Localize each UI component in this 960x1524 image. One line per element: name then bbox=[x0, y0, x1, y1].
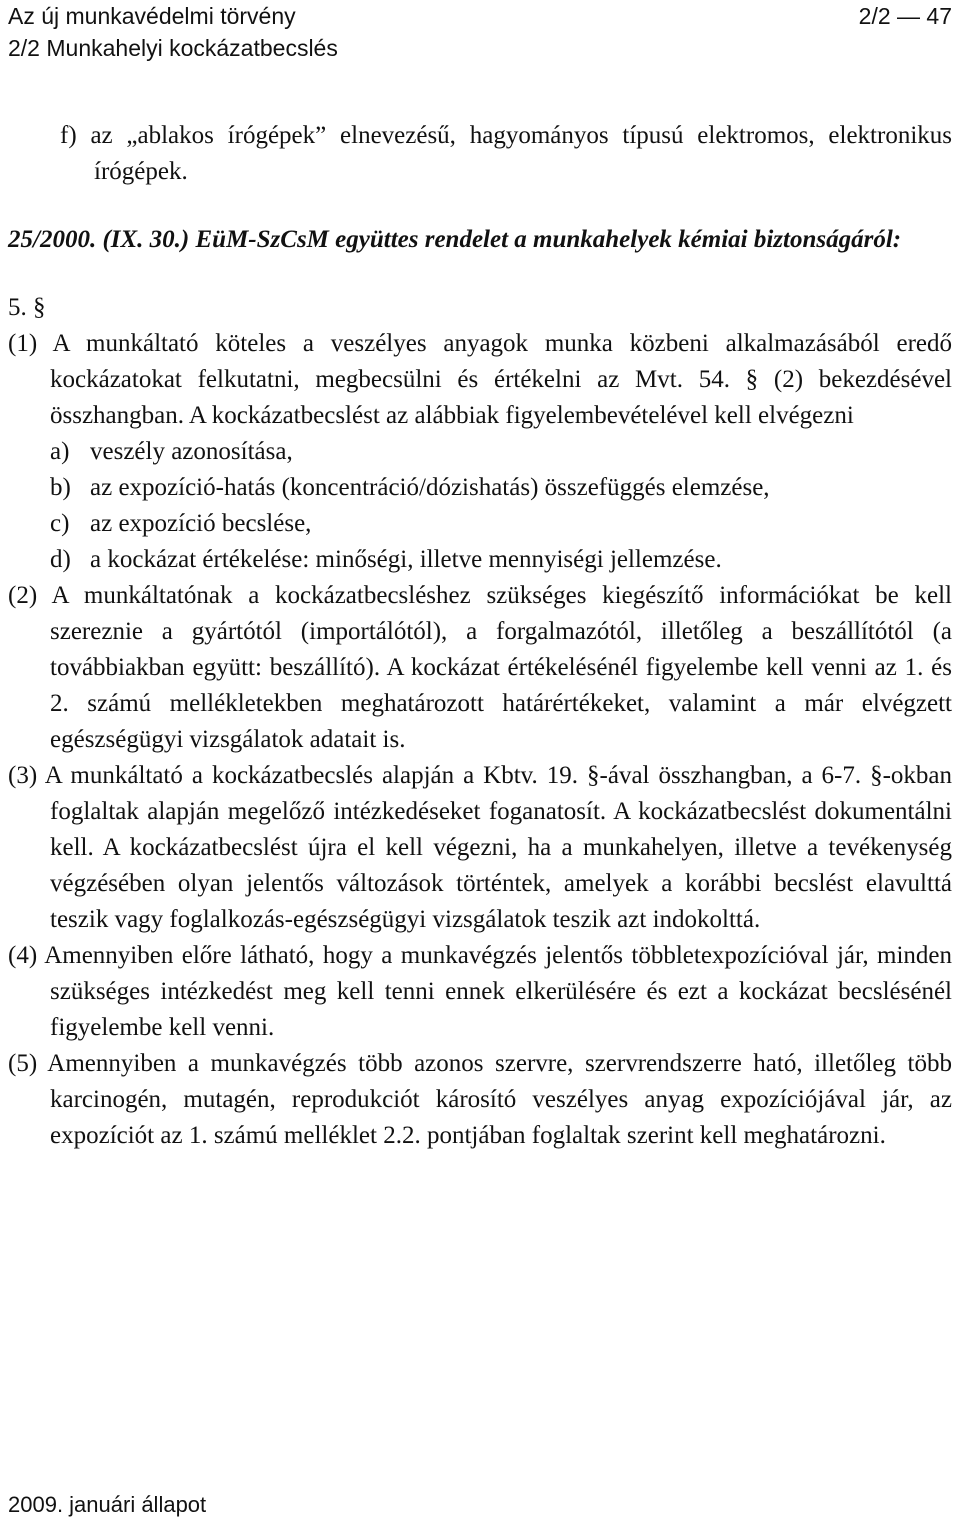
list-item-f: f) az „ablakos írógépek” elnevezésű, hagyományos típusú elektromos, elektronikus írógépek. bbox=[60, 122, 952, 185]
section-title: 2/2 Munkahelyi kockázatbecslés bbox=[8, 35, 338, 61]
list-text: veszély azonosítása, bbox=[90, 438, 293, 465]
paragraph-2: (2) A munkáltatónak a kockázatbecsléshez szükséges kiegészítő információkat be kell szereznie a gyártótól (importálótól), a forgalmazótól, illetőleg a beszállítótól (a továbbiakban együtt: beszállító). A kockázat értékelésénél figyelembe kell venni az 1. és 2. számú mellékletekben meghatározott határértékeket, valamint a már elvégzett egészségügyi vizsgálatok adatait is. bbox=[8, 582, 952, 753]
page-reference: 2/2 — 47 bbox=[858, 3, 952, 29]
header-row bbox=[8, 0, 952, 32]
list-text: az expozíció becslése, bbox=[90, 510, 312, 537]
article-number: 5. § bbox=[8, 294, 46, 321]
page-footer: 2009. januári állapot bbox=[8, 1492, 207, 1517]
book-title: Az új munkavédelmi törvény bbox=[8, 3, 296, 29]
list-text: az expozíció-hatás (koncentráció/dózishatás) összefüggés elemzése, bbox=[90, 474, 770, 501]
paragraph-4: (4) Amennyiben előre látható, hogy a munkavégzés jelentős többletexpozícióval jár, minden szükséges intézkedést meg kell tenni ennek elkerülésére és ezt a kockázat becslésénél figyelembe kell venni. bbox=[8, 942, 952, 1041]
document-body bbox=[8, 118, 952, 1154]
list-text: a kockázat értékelése: minőségi, illetve mennyiségi jellemzése. bbox=[90, 546, 722, 573]
paragraph-3: (3) A munkáltató a kockázatbecslés alapján a Kbtv. 19. §-ával összhangban, a 6-7. §-okban foglaltak alapján megelőző intézkedéseket foganatosít. A kockázatbecslést dokumentálni kell. A kockázatbecslést újra el kell végezni, ha a munkahelyen, illetve a tevékenység végzésében olyan jelentős változások történtek, amelyek a korábbi becslést elavulttá teszik vagy foglalkozás-egészségügyi vizsgálatok teszik azt indokolttá. bbox=[8, 762, 952, 933]
list-label: b) bbox=[50, 474, 71, 501]
list-item bbox=[8, 506, 952, 542]
list-label: d) bbox=[50, 546, 71, 573]
regulation-title: 25/2000. (IX. 30.) EüM-SzCsM együttes rendelet a munkahelyek kémiai biztonságáról: bbox=[8, 226, 902, 253]
list-item bbox=[8, 542, 952, 578]
page-header bbox=[8, 0, 952, 64]
list-label: a) bbox=[50, 438, 70, 465]
list-label: c) bbox=[50, 510, 70, 537]
paragraph-5: (5) Amennyiben a munkavégzés több azonos szervre, szervrendszerre ható, illetőleg több karcinogén, mutagén, reprodukciót károsító veszélyes anyag expozíciójával jár, az expozíciót az 1. számú melléklet 2.2. pontjában foglaltak szerint kell meghatározni. bbox=[8, 1050, 952, 1149]
list-item bbox=[8, 434, 952, 470]
paragraph-1: (1) A munkáltató köteles a veszélyes anyagok munka közbeni alkalmazásából eredő kockázatokat felkutatni, megbecsülni és értékelni az Mvt. 54. § (2) bekezdésével összhangban. A kockázatbecslést az alábbiak figyelembevételével kell elvégezni bbox=[8, 330, 952, 429]
list-item bbox=[8, 470, 952, 506]
